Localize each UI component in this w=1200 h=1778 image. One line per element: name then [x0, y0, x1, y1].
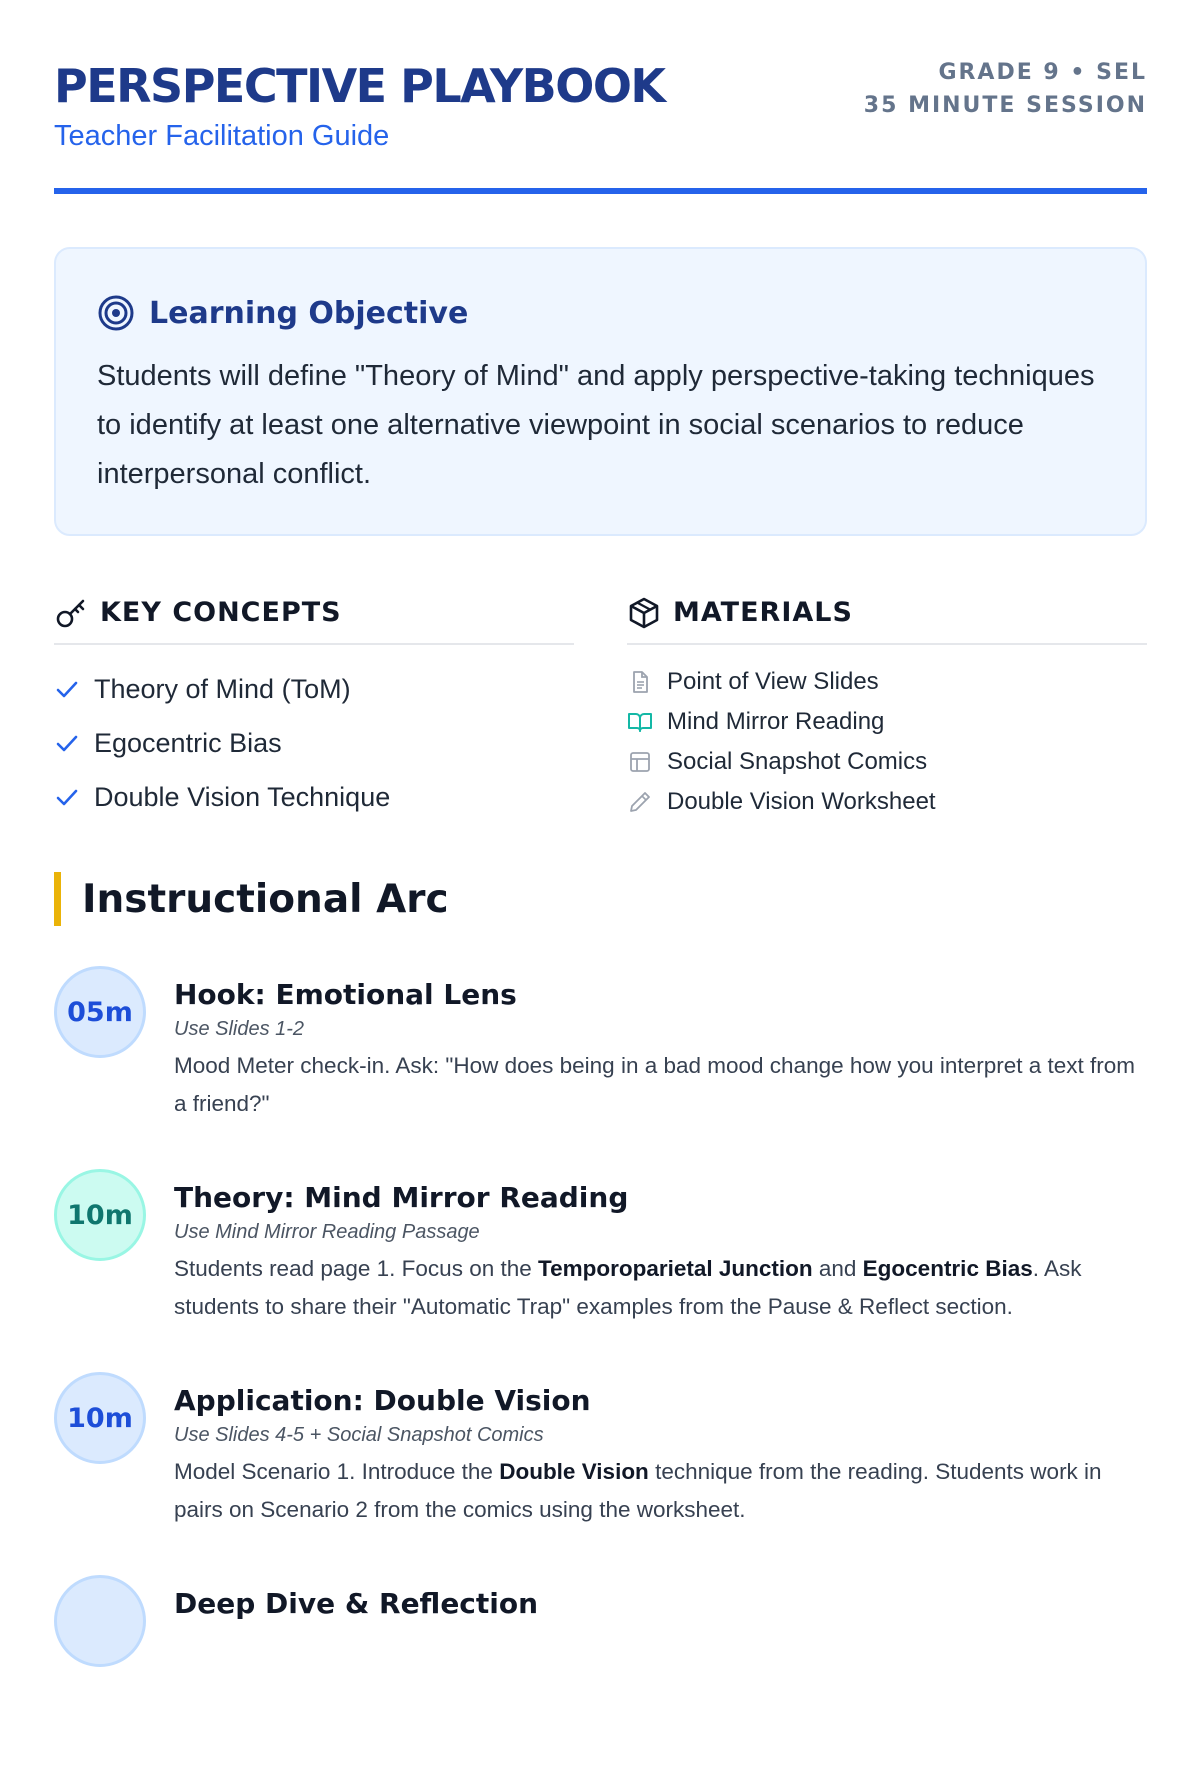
- step-text-segment: and: [812, 1256, 863, 1281]
- page-title: PERSPECTIVE PLAYBOOK: [54, 59, 665, 113]
- grade-label: GRADE 9 • SEL: [938, 60, 1147, 85]
- concept-item: [54, 662, 574, 716]
- step-body: [174, 1585, 1149, 1623]
- step-body: [174, 1179, 1149, 1326]
- check-icon: [54, 676, 80, 702]
- objective-text: Students will define "Theory of Mind" and apply perspective-taking techniques to identify at least one alternative viewpoint in social scenarios to reduce interpersonal conflict.: [97, 360, 1095, 490]
- timeline-step: [54, 1169, 1147, 1372]
- material-label: Social Snapshot Comics: [667, 748, 928, 775]
- step-text-segment: Model Scenario 1. Introduce the: [174, 1459, 500, 1484]
- page-subtitle: Teacher Facilitation Guide: [54, 120, 390, 152]
- check-icon: [54, 784, 80, 810]
- session-length-label: 35 MINUTE SESSION: [863, 93, 1147, 118]
- material-item: [627, 782, 1147, 822]
- step-text-segment: technique from the reading. Students work in pairs on Scenario 2 from the comics using the worksheet.: [174, 1459, 1102, 1522]
- step-body: [174, 1382, 1149, 1529]
- pencil-icon: [627, 789, 653, 815]
- material-label: Double Vision Worksheet: [667, 788, 936, 815]
- learning-objective-card: [54, 247, 1147, 536]
- session-meta: [864, 56, 1147, 122]
- step-text-emphasis: Temporoparietal Junction: [538, 1256, 813, 1281]
- key-icon: [54, 596, 88, 630]
- key-concepts-section: [54, 590, 574, 824]
- step-description: Mood Meter check-in. Ask: "How does being in a bad mood change how you interpret a text from a friend?": [174, 1053, 1135, 1116]
- facilitation-guide-page: [54, 0, 1147, 1620]
- concept-label: Double Vision Technique: [94, 781, 391, 812]
- material-label: Point of View Slides: [667, 668, 879, 695]
- step-text-emphasis: Egocentric Bias: [862, 1256, 1033, 1281]
- key-concepts-title: KEY CONCEPTS: [100, 597, 342, 628]
- instructional-timeline: [54, 966, 1147, 1778]
- material-item: [627, 662, 1147, 702]
- step-resource: Use Slides 4-5 + Social Snapshot Comics: [174, 1424, 544, 1446]
- step-description: [174, 1453, 1149, 1529]
- concept-item: [54, 770, 574, 824]
- materials-list: [627, 662, 1147, 822]
- step-title: Hook: Emotional Lens: [174, 978, 517, 1011]
- materials-section: [627, 590, 1147, 822]
- concept-label: Egocentric Bias: [94, 727, 282, 758]
- concept-label: Theory of Mind (ToM): [94, 673, 351, 704]
- layout-icon: [627, 749, 653, 775]
- step-description: [174, 1250, 1149, 1326]
- duration-badge: [54, 1575, 146, 1667]
- step-title: Application: Double Vision: [174, 1384, 591, 1417]
- timeline-step: [54, 1372, 1147, 1575]
- objective-title: Learning Objective: [149, 295, 469, 331]
- check-icon: [54, 730, 80, 756]
- step-body: [174, 976, 1149, 1123]
- target-icon: [97, 294, 135, 332]
- instructional-arc-header: [54, 872, 449, 926]
- instructional-arc-title: Instructional Arc: [82, 876, 449, 922]
- step-title: Deep Dive & Reflection: [174, 1587, 539, 1620]
- section-accent-bar: [54, 872, 61, 926]
- objective-header: [97, 293, 468, 333]
- concept-item: [54, 716, 574, 770]
- step-resource: Use Slides 1-2: [174, 1018, 305, 1040]
- step-text-emphasis: Double Vision: [499, 1459, 649, 1484]
- book-icon: [627, 709, 653, 735]
- materials-title: MATERIALS: [673, 597, 853, 628]
- step-resource: Use Mind Mirror Reading Passage: [174, 1221, 480, 1243]
- duration-badge: 10m: [54, 1372, 146, 1464]
- step-text-segment: Students read page 1. Focus on the: [174, 1256, 538, 1281]
- duration-badge: 05m: [54, 966, 146, 1058]
- timeline-step: [54, 1575, 1147, 1778]
- material-label: Mind Mirror Reading: [667, 708, 885, 735]
- material-item: [627, 742, 1147, 782]
- key-concepts-header: [54, 590, 574, 645]
- timeline-step: [54, 966, 1147, 1169]
- box-icon: [627, 596, 661, 630]
- step-title: Theory: Mind Mirror Reading: [174, 1181, 629, 1214]
- material-item: [627, 702, 1147, 742]
- materials-header: [627, 590, 1147, 645]
- page-header: [54, 56, 1147, 194]
- document-icon: [627, 669, 653, 695]
- duration-badge: 10m: [54, 1169, 146, 1261]
- key-concepts-list: [54, 662, 574, 824]
- step-text-segment: . Ask students to share their "Automatic Trap" examples from the Pause & Reflect section.: [174, 1256, 1082, 1319]
